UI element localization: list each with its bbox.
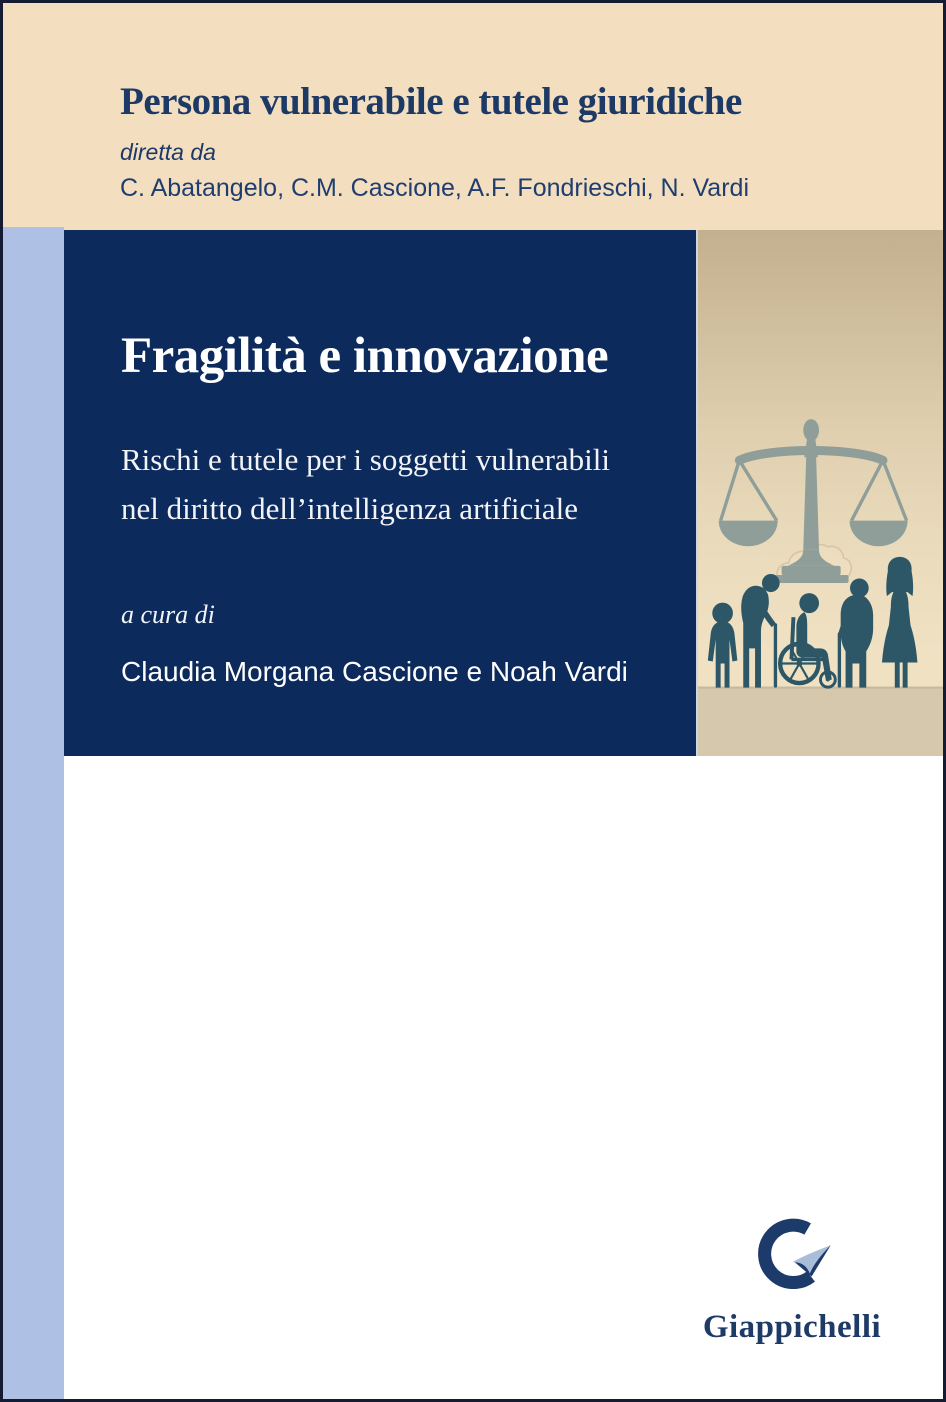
series-directed-by-label: diretta da	[120, 138, 216, 165]
publisher-name: Giappichelli	[702, 1309, 882, 1345]
publisher-logo-block	[699, 1204, 885, 1346]
book-subtitle-line-2: nel diritto dell’intelligenza artificiale	[121, 491, 579, 527]
publisher-footer	[64, 756, 943, 1402]
series-title: Persona vulnerabile e tutele giuridiche	[120, 80, 742, 123]
book-title: Fragilità e innovazione	[121, 328, 609, 384]
book-subtitle-line-1: Rischi e tutele per i soggetti vulnerabili	[121, 442, 610, 478]
cover-main-row	[64, 230, 943, 756]
title-panel	[64, 230, 696, 756]
logo-arrow-light	[792, 1245, 830, 1273]
edited-by-label: a cura di	[121, 600, 215, 630]
ground-strip	[698, 687, 943, 756]
book-editors: Claudia Morgana Cascione e Noah Vardi	[121, 656, 628, 688]
giappichelli-logo-icon	[742, 1204, 842, 1289]
book-subtitle	[121, 436, 676, 534]
series-header	[3, 3, 943, 230]
elderly-man-with-cane-silhouette	[741, 574, 779, 688]
cover-illustration	[696, 230, 943, 756]
left-accent-stripe	[3, 227, 64, 1399]
series-directors: C. Abatangelo, C.M. Cascione, A.F. Fondrieschi, N. Vardi	[120, 173, 749, 202]
scales-and-people-illustration	[698, 230, 943, 756]
